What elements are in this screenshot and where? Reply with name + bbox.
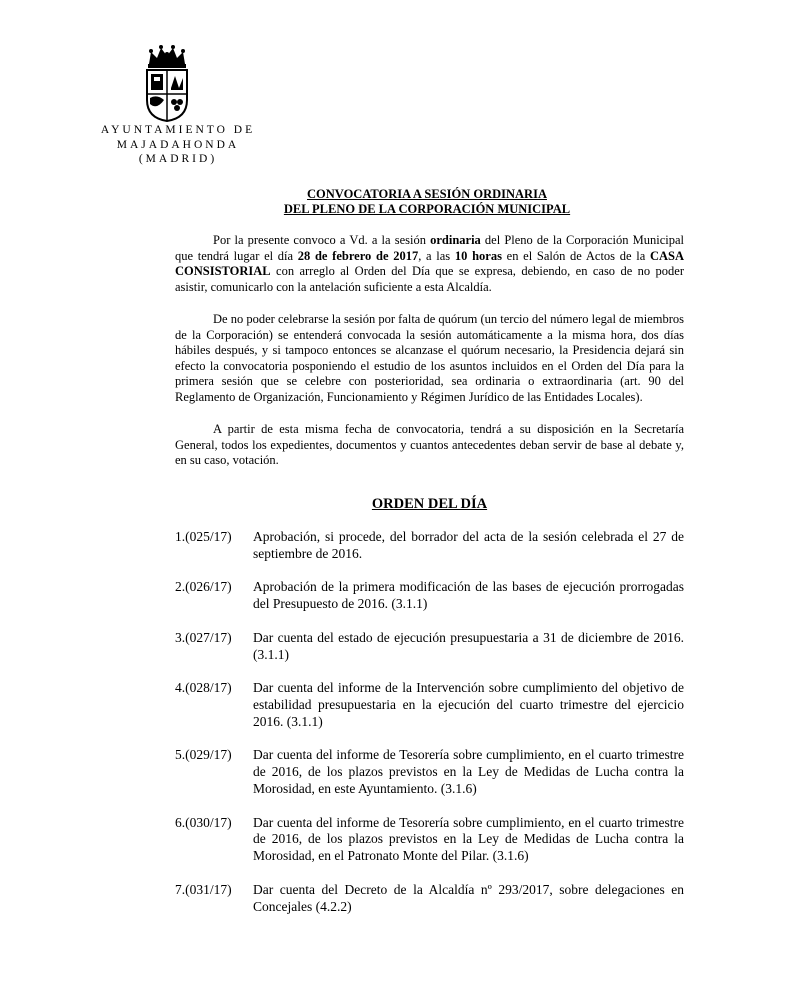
agenda-item-text: Dar cuenta del informe de la Intervención sobre cumplimiento del objetivo de estabilidad presupuestaria en la ejecución del cuarto trimestre del ejercicio 2016. (3.1.1) xyxy=(253,680,684,729)
agenda-item-number: 1.(025/17) xyxy=(175,529,232,544)
organization-name xyxy=(88,123,268,167)
p1-text-4: en el Salón de Actos de la xyxy=(501,248,650,263)
org-line-2: MAJADAHONDA xyxy=(116,138,240,151)
agenda-item xyxy=(175,882,684,916)
agenda-item xyxy=(175,680,684,730)
paragraph-quorum: De no poder celebrarse la sesión por falta de quórum (un tercio del número legal de miembros de la Corporación) se entenderá convocada la sesión automáticamente a la misma hora, dos días hábiles después, y si tampoco entonces se alcanzase el quórum necesario, la Presidencia dejará sin efecto la convocatoria posponiendo el estudio de los asuntos incluidos en el Orden del Día para la primera sesión que se celebre con posterioridad, sea ordinaria o extraordinaria (art. 90 del Reglamento de Organización, Funcionamiento y Régimen Jurídico de las Entidades Locales). xyxy=(175,312,684,404)
p1-text-3: , a las xyxy=(418,248,455,263)
agenda-item-number: 6.(030/17) xyxy=(175,814,232,830)
paragraph-documents: A partir de esta misma fecha de convocatoria, tendrá a su disposición en la Secretaría General, todos los expedientes, documentos y cuantos antecedentes deban servir de base al debate y, en su caso, votación. xyxy=(175,422,684,467)
p1-text-1: Por la presente convoco a Vd. a la sesión xyxy=(213,233,431,247)
org-line-3: (MADRID) xyxy=(138,153,218,165)
document-title xyxy=(170,187,684,216)
title-line-2: DEL PLENO DE LA CORPORACIÓN MUNICIPAL xyxy=(283,201,571,216)
org-line-1: AYUNTAMIENTO DE xyxy=(100,124,256,136)
p1-bold-3: 10 horas xyxy=(454,248,502,263)
agenda-item xyxy=(175,579,684,613)
agenda-item-number: 3.(027/17) xyxy=(175,629,232,645)
agenda-item-number: 2.(026/17) xyxy=(175,579,232,595)
coat-of-arms-icon xyxy=(141,44,193,122)
agenda-item-text: Dar cuenta del informe de Tesorería sobre cumplimiento, en el cuarto trimestre de 2016, de los plazos previstos en la Ley de Medidas de Lucha contra la Morosidad, en este Ayuntamiento. (3.1.6) xyxy=(253,747,684,796)
agenda-item-text: Dar cuenta del estado de ejecución presupuestaria a 31 de diciembre de 2016. (3.1.1) xyxy=(253,629,684,662)
agenda-item-text: Aprobación de la primera modificación de las bases de ejecución prorrogadas del Presupuesto de 2016. (3.1.1) xyxy=(253,579,684,612)
agenda-item-text: Dar cuenta del Decreto de la Alcaldía nº 293/2017, sobre delegaciones en Concejales (4.2.2) xyxy=(253,881,684,914)
agenda-item xyxy=(175,747,684,797)
p1-bold-2: 28 de febrero de 2017 xyxy=(297,248,419,263)
agenda-item-number: 5.(029/17) xyxy=(175,747,232,763)
agenda-item xyxy=(175,630,684,664)
document-body xyxy=(175,233,684,486)
p1-text-2: del Pleno de la Corporación Municipal que tendrá lugar el día xyxy=(175,233,684,263)
agenda-item xyxy=(175,815,684,865)
title-line-1: CONVOCATORIA A SESIÓN ORDINARIA xyxy=(307,187,547,201)
paragraph-convocation xyxy=(175,233,684,295)
p1-bold-4: CASA CONSISTORIAL xyxy=(175,248,685,278)
p1-bold-1: ordinaria xyxy=(430,233,481,247)
p1-text-5: con arreglo al Orden del Día que se expresa, debiendo, en caso de no poder asistir, comunicarlo con la antelación suficiente a esta Alcaldía. xyxy=(175,264,684,294)
agenda-list xyxy=(175,529,684,932)
agenda-item-number: 7.(031/17) xyxy=(175,881,232,897)
agenda-title: ORDEN DEL DÍA xyxy=(371,496,488,512)
agenda-item xyxy=(175,529,684,563)
agenda-item-text: Aprobación, si procede, del borrador del acta de la sesión celebrada el 27 de septiembre de 2016. xyxy=(253,529,684,561)
agenda-item-text: Dar cuenta del informe de Tesorería sobre cumplimiento, en el cuarto trimestre de 2016, de los plazos previstos en la Ley de Medidas de Lucha contra la Morosidad, en el Patronato Monte del Pilar. (3.1.6) xyxy=(253,814,684,864)
agenda-item-number: 4.(028/17) xyxy=(175,680,232,696)
